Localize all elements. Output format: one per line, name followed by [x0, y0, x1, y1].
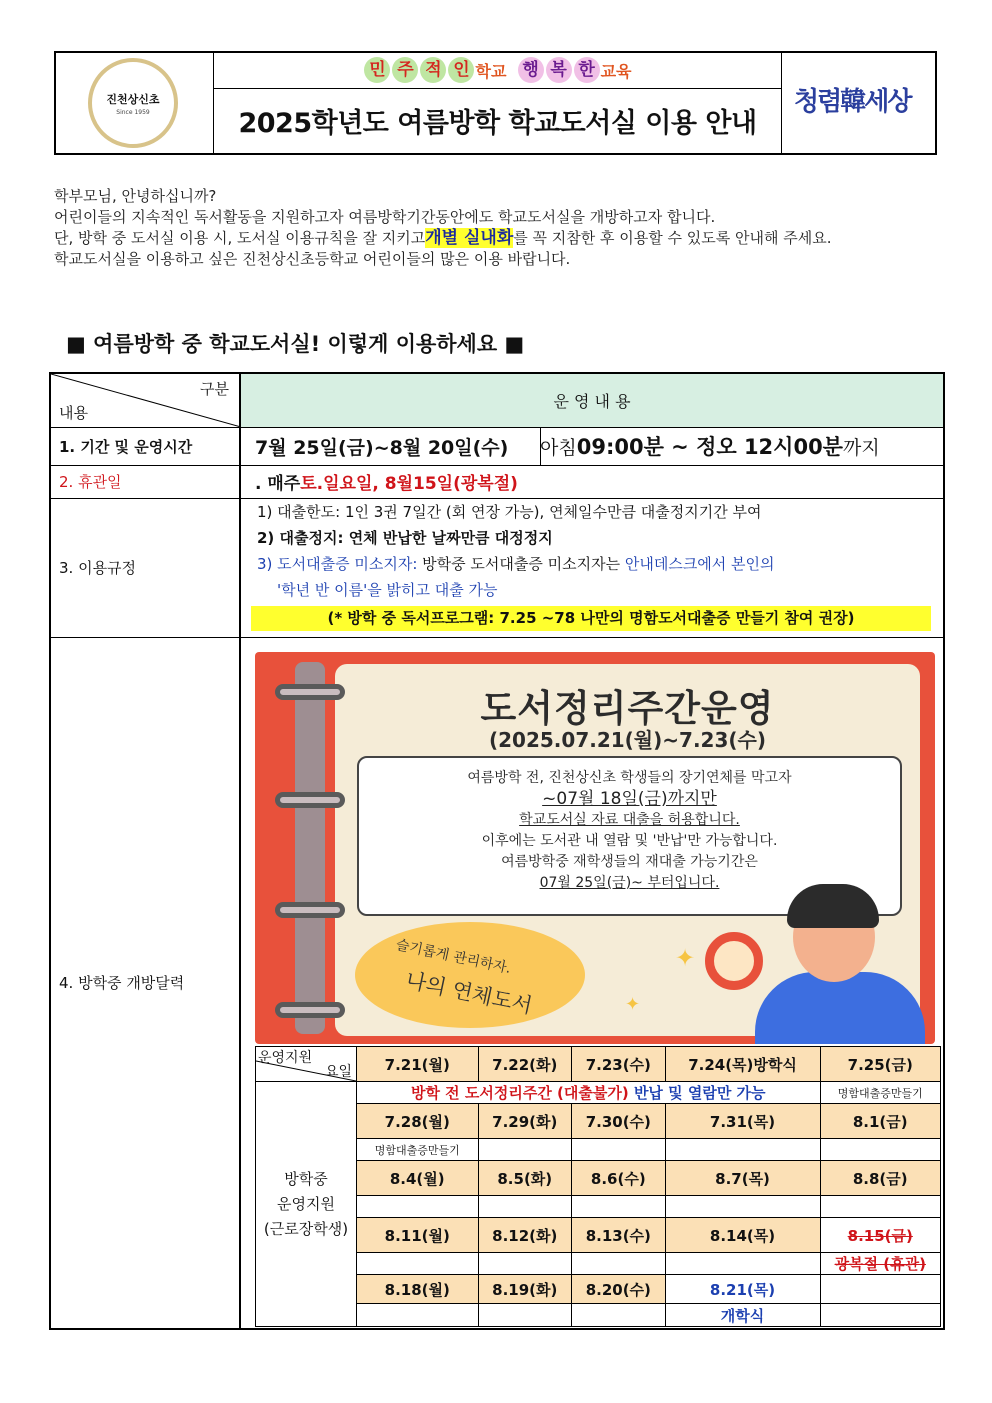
highlight-slippers: 개별 실내화 [425, 228, 514, 248]
motto-word: 학교 [475, 62, 507, 81]
calendar-date: 8.21(목) [665, 1275, 820, 1304]
bubble-text: 슬기롭게 관리하자. [394, 936, 513, 977]
header-gubun: 구분 [200, 380, 229, 398]
calendar-date: 8.5(화) [478, 1161, 572, 1196]
bubble-text: 나의 연체도서 [403, 967, 535, 1019]
rules [241, 498, 943, 637]
integrity-logo-cell [781, 53, 935, 153]
calendar-date: 7.22(화) [478, 1047, 572, 1082]
person-illustration [755, 972, 925, 1044]
calendar-date: 8.4(월) [357, 1161, 479, 1196]
header-box [54, 51, 937, 155]
school-logo-cell [56, 53, 214, 153]
motto-bead: 주 [392, 57, 418, 83]
motto-bead: 민 [364, 57, 390, 83]
calendar-note: 개학식 [665, 1304, 820, 1327]
rule-program-note: (* 방학 중 독서프로그램: 7.25 ~78 나만의 명함도서대출증 만들기 참여 권장) [251, 606, 931, 631]
header-content: 운 영 내 용 [553, 392, 631, 411]
calendar-date-holiday: 8.15(금) [820, 1218, 940, 1253]
calendar-date: 7.21(월) [357, 1047, 479, 1082]
school-logo-since: Since 1959 [116, 108, 150, 116]
calendar-note-holiday: 광복절 (휴관) [820, 1253, 940, 1275]
calendar-date: 8.8(금) [820, 1161, 940, 1196]
binder-ring [275, 684, 345, 700]
calendar-date: 7.25(금) [820, 1047, 940, 1082]
motto-bead: 복 [546, 57, 572, 83]
calendar-date: 8.14(목) [665, 1218, 820, 1253]
sparkle-icon: ✦ [625, 994, 641, 1015]
usage-table [49, 372, 945, 1330]
school-logo [88, 58, 178, 148]
calendar-date: 8.13(수) [572, 1218, 666, 1253]
calendar-date: 8.7(목) [665, 1161, 820, 1196]
binder-spine [295, 662, 325, 1034]
calendar-date: 7.29(화) [478, 1104, 572, 1139]
row-label: 1. 기간 및 운영시간 [51, 427, 241, 465]
calendar-note: 명함대출증만들기 [357, 1139, 479, 1161]
row-period [51, 427, 943, 466]
binder-ring [275, 792, 345, 808]
calendar-date: 7.28(월) [357, 1104, 479, 1139]
rule-line: '학년 반 이름'을 밝히고 대출 가능 [277, 581, 498, 599]
calendar-date: 8.1(금) [820, 1104, 940, 1139]
calendar-date: 8.19(화) [478, 1275, 572, 1304]
magnifier-icon [705, 932, 763, 990]
calendar-note: 방학 전 도서정리주간 (대출불가) 반납 및 열람만 가능 [357, 1082, 821, 1104]
closed-days: . 매주 토.일요일, 8월15일(광복절) [255, 474, 518, 494]
intro-line: 단, 방학 중 도서실 이용 시, 도서실 이용규칙을 잘 지키고개별 실내화를 꼭 지참한 후 이용할 수 있도록 안내해 주세요. [54, 228, 832, 248]
intro-line: 학부모님, 안녕하십니까? [54, 187, 217, 205]
binder-ring [275, 1002, 345, 1018]
motto-bead: 한 [574, 57, 600, 83]
school-motto [213, 53, 782, 89]
intro-line: 학교도서실을 이용하고 싶은 진천상신초등학교 어린이들의 많은 이용 바랍니다. [54, 250, 571, 268]
intro-line: 어린이들의 지속적인 독서활동을 지원하고자 여름방학기간동안에도 학교도서실을 개방하고자 합니다. [54, 208, 716, 226]
table-header-row [51, 374, 943, 428]
integrity-logo: 청렴韓세상 [794, 87, 911, 117]
header-naeyong: 내용 [59, 404, 88, 422]
row-label: 3. 이용규정 [51, 498, 241, 637]
calendar-date: 7.24(목)방학식 [665, 1047, 820, 1082]
header-corner-cell [51, 374, 241, 427]
calendar-note: 명함대출증만들기 [820, 1082, 940, 1104]
open-calendar [255, 1046, 941, 1327]
school-logo-name: 진천상신초 [106, 92, 160, 106]
poster-title: 도서정리주간운영 [480, 687, 775, 730]
poster-notice: 여름방학 전, 진천상신초 학생들의 장기연체를 막고자 ~07월 18일(금)까지만 학교도서실 자료 대출을 허용합니다. 이후에는 도서관 내 열람 및 '반납'만 가능합니다. 여름방학중 재학생들의 재대출 가능기간은 07월 25일(금)~ 부터입니다. [357, 756, 902, 916]
calendar-corner: 운영지원 요일 [256, 1047, 357, 1082]
intro-text [54, 186, 944, 270]
binder-ring [275, 902, 345, 918]
poster-paper [335, 664, 920, 1036]
calendar-date: 8.11(월) [357, 1218, 479, 1253]
calendar-date: 8.12(화) [478, 1218, 572, 1253]
motto-bead: 행 [518, 57, 544, 83]
calendar-date: 8.20(수) [572, 1275, 666, 1304]
sparkle-icon: ✦ [675, 944, 696, 972]
period-dates: 7월 25일(금)~8월 20일(수) [241, 427, 541, 465]
row-rules [51, 498, 943, 638]
period-hours: 아침 09:00분 ~ 정오 12시00분 까지 [540, 435, 880, 459]
section-title: ■ 여름방학 중 학교도서실! 이렇게 이용하세요 ■ [66, 332, 525, 356]
book-inventory-poster [255, 652, 935, 1044]
calendar-date: 8.6(수) [572, 1161, 666, 1196]
calendar-side-label: 방학중 운영지원 (근로장학생) [256, 1082, 357, 1327]
poster-date: (2025.07.21(월)~7.23(수) [489, 728, 766, 752]
motto-word: 교육 [600, 62, 632, 81]
calendar-date: 7.31(목) [665, 1104, 820, 1139]
row-label: 2. 휴관일 [51, 465, 241, 498]
rule-line: 2) 대출정지: 연체 반납한 날짜만큼 대정정지 [257, 529, 553, 547]
row-label: 4. 방학중 개방달력 [51, 637, 241, 1328]
rule-line: 1) 대출한도: 1인 3권 7일간 (회 연장 가능), 연체일수만큼 대출정지기간 부여 [257, 503, 762, 521]
calendar-date: 7.23(수) [572, 1047, 666, 1082]
motto-bead: 인 [448, 57, 474, 83]
speech-bubble [355, 922, 585, 1028]
rule-line: 3) 도서대출증 미소지자: 방학중 도서대출증 미소지자는 안내데스크에서 본인의 [257, 555, 775, 573]
calendar-date: 7.30(수) [572, 1104, 666, 1139]
row-closed-days [51, 465, 943, 499]
calendar-date: 8.18(월) [357, 1275, 479, 1304]
motto-bead: 적 [420, 57, 446, 83]
page-title: 2025학년도 여름방학 학교도서실 이용 안내 [238, 108, 757, 139]
